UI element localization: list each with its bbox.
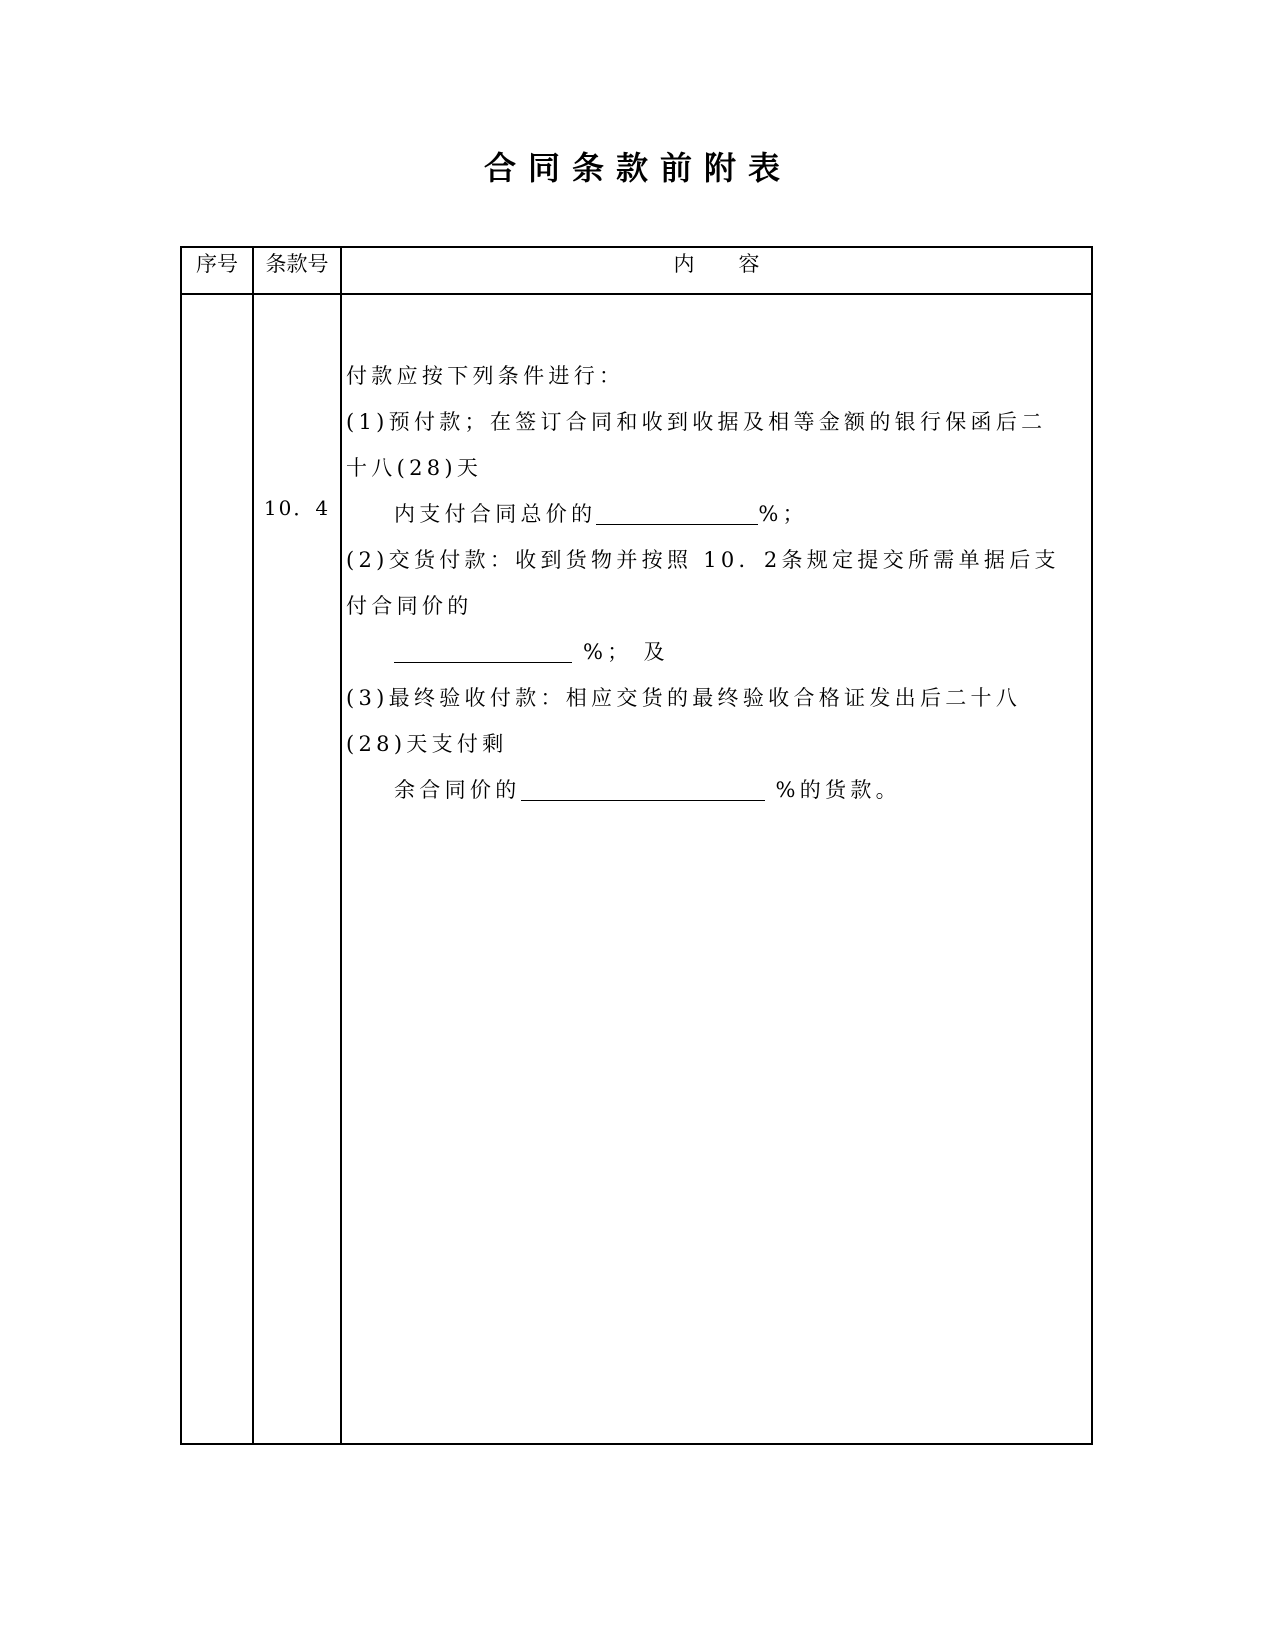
advance-payment-line: (1)预付款；在签订合同和收到收据及相等金额的银行保函后二 — [346, 410, 1047, 434]
header-seq: 序号 — [181, 247, 253, 294]
advance-payment-text: 内支付合同总价的 — [394, 502, 597, 526]
delivery-payment-line-cont: 付合同价的 — [346, 594, 473, 618]
delivery-percent-suffix: %； 及 — [572, 640, 669, 664]
contract-terms-table — [180, 246, 1093, 1445]
clause-number: 10．4 — [263, 496, 331, 520]
header-clause: 条款号 — [253, 247, 341, 294]
delivery-percent-blank[interactable] — [394, 634, 572, 663]
advance-percent-blank[interactable] — [596, 496, 758, 525]
delivery-payment-amount-line — [346, 629, 1079, 675]
advance-payment-amount-line — [346, 491, 1079, 537]
payment-intro-line: 付款应按下列条件进行： — [346, 364, 625, 388]
final-percent-blank[interactable] — [521, 772, 765, 801]
final-payment-text: 余合同价的 — [394, 778, 521, 802]
table-row — [181, 294, 1092, 1444]
clause-cell — [253, 294, 341, 1444]
table-header-row — [181, 247, 1092, 294]
final-payment-amount-line — [346, 767, 1079, 813]
advance-payment-line-cont: 十八(28)天 — [346, 456, 483, 480]
delivery-payment-line: (2)交货付款：收到货物并按照 10．2条规定提交所需单据后支 — [346, 548, 1060, 572]
header-content: 内容 — [341, 247, 1092, 294]
content-cell — [341, 294, 1092, 1444]
final-payment-line-cont: (28)天支付剩 — [346, 732, 508, 756]
advance-percent-suffix: %； — [758, 502, 808, 526]
final-percent-suffix: %的货款。 — [764, 778, 901, 802]
seq-cell — [181, 294, 253, 1444]
document-title: 合同条款前附表 — [483, 149, 792, 187]
final-payment-line: (3)最终验收付款：相应交货的最终验收合格证发出后二十八 — [346, 686, 1022, 710]
